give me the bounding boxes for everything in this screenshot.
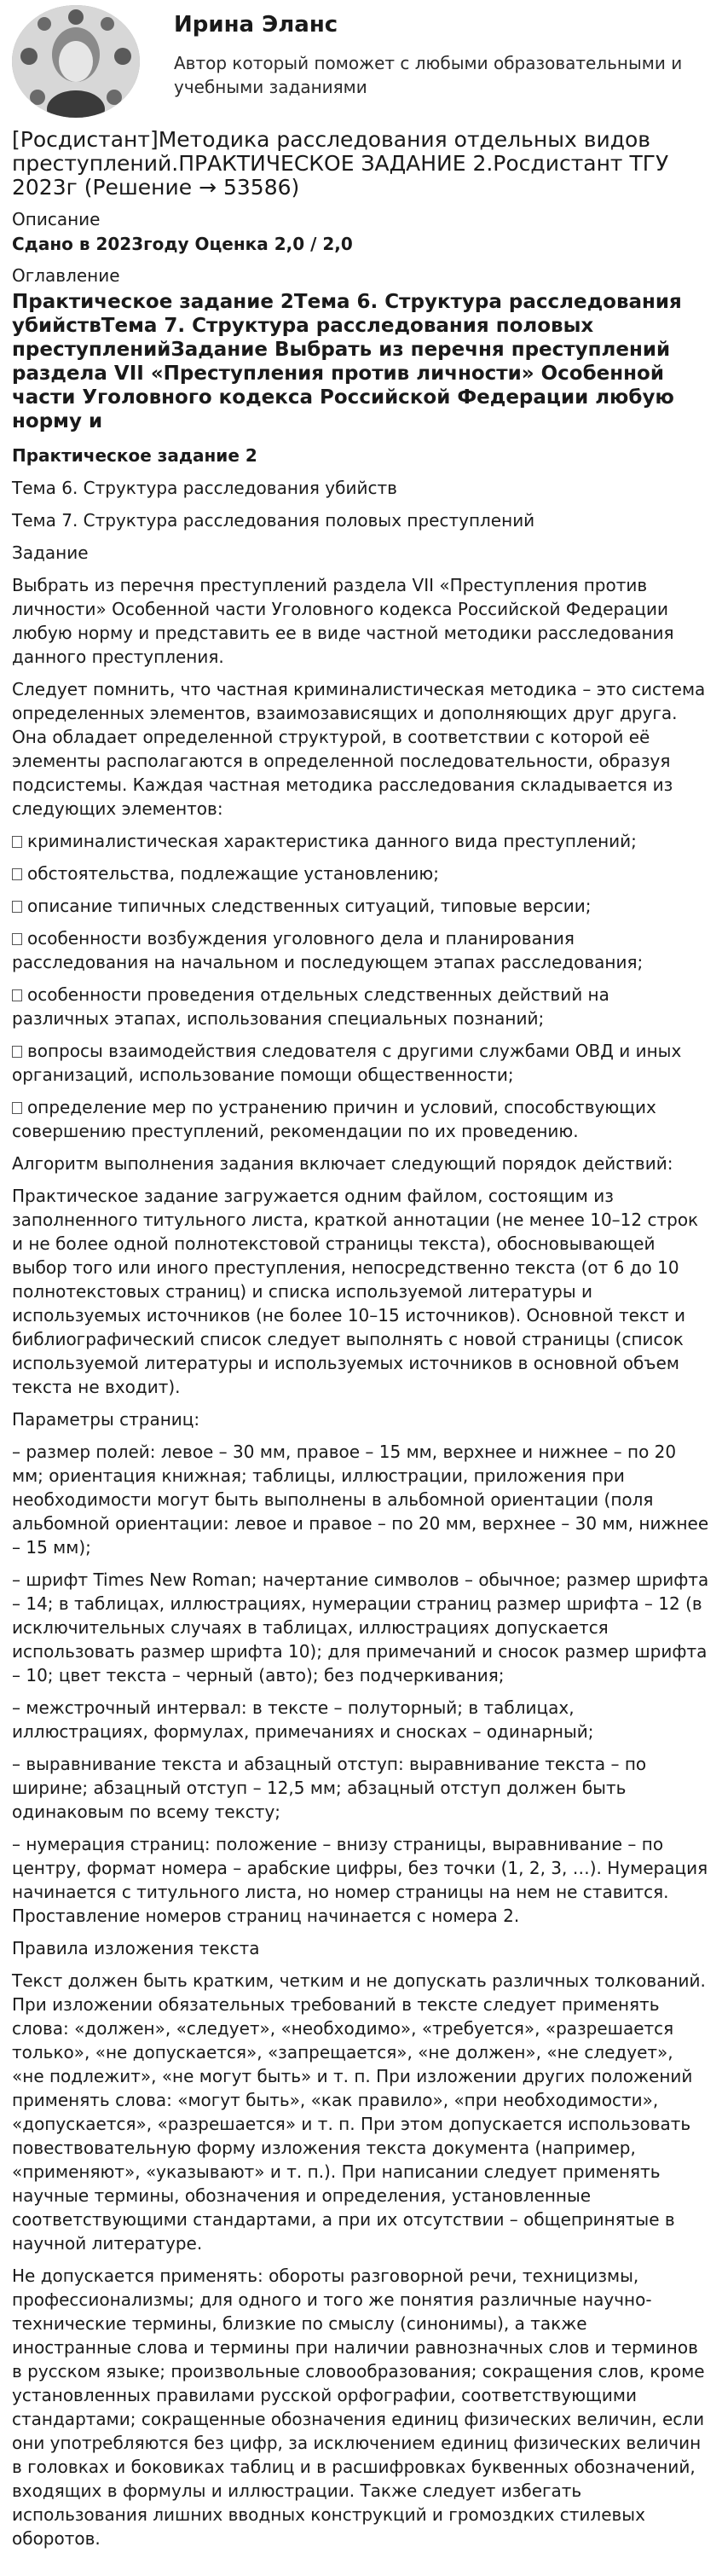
checkbox-glyph-icon: [12, 868, 22, 880]
list-item: [12, 894, 710, 918]
rules-label: Правила изложения текста: [12, 1938, 260, 1958]
toc-label: Оглавление: [12, 265, 120, 286]
author-description: Автор который поможет с любыми образовательными и учебными заданиями: [174, 53, 683, 97]
grade-line: Сдано в 2023году Оценка 2,0 / 2,0: [12, 234, 353, 254]
author-info: [174, 5, 710, 99]
list-item-text: особенности возбуждения уголовного дела и планирования расследования на начальном и последующем этапах расследования;: [12, 928, 644, 972]
list-item-text: особенности проведения отдельных следственных действий на различных этапах, использования специальных познаний;: [12, 984, 609, 1029]
list-item: [12, 862, 710, 885]
param-item: – размер полей: левое – 30 мм, правое – 15 мм, верхнее и нижнее – по 20 мм; ориентация книжная; таблицы, иллюстрации, приложения при необходимости могут быть выполнены в альбомной ориентации (поля альбомной ориентации: левое и правое – по 20 мм, верхнее – 30 мм, нижнее – 15 мм);: [12, 1442, 709, 1558]
algorithm-label: Алгоритм выполнения задания включает следующий порядок действий:: [12, 1153, 673, 1174]
list-item-text: криминалистическая характеристика данного вида преступлений;: [27, 831, 637, 851]
checkbox-glyph-icon: [12, 1046, 22, 1058]
description-label: Описание: [12, 209, 101, 229]
list-item-text: вопросы взаимодействия следователя с другими службами ОВД и иных организаций, использование помощи общественности;: [12, 1041, 682, 1085]
paragraph: Не допускается применять: обороты разговорной речи, техницизмы, профессионализмы; для одного и того же понятия различные научно-технические термины, близкие по смыслу (синонимы), а также иностранные слова и термины при наличии равнозначных слов и терминов в русском языке; произвольные словообразования; сокращения слов, кроме установленных правилами русской орфографии, соответствующими стандартами; сокращенные обозначения единиц физических величин, если они употребляются без цифр, за исключением единиц физических величин в головках и боковиках таблиц и в расшифровках буквенных обозначений, входящих в формулы и иллюстрации. Также следует избегать использования лишних вводных конструкций и громоздких стилевых оборотов.: [12, 2266, 705, 2549]
param-item: – выравнивание текста и абзацный отступ: выравнивание текста – по ширине; абзацный отступ – 12,5 мм; абзацный отступ должен быть одинаковым по всему тексту;: [12, 1754, 647, 1822]
checkbox-glyph-icon: [12, 933, 22, 945]
topic-7: Тема 7. Структура расследования половых преступлений: [12, 510, 535, 531]
topic-6: Тема 6. Структура расследования убийств: [12, 478, 397, 498]
list-item-text: определение мер по устранению причин и условий, способствующих совершению преступлений, рекомендации по их проведению.: [12, 1097, 656, 1141]
checkbox-glyph-icon: [12, 1102, 22, 1114]
checkbox-glyph-icon: [12, 836, 22, 848]
list-item: [12, 1095, 710, 1143]
document-title: [Росдистант]Методика расследования отдельных видов преступлений.ПРАКТИЧЕСКОЕ ЗАДАНИЕ 2.Росдистант ТГУ 2023г (Решение → 53586): [12, 127, 669, 200]
author-avatar[interactable]: [12, 5, 140, 118]
list-item: [12, 926, 710, 974]
task-label: Задание: [12, 542, 89, 563]
param-item: – нумерация страниц: положение – внизу страницы, выравнивание – по центру, формат номера – арабские цифры, без точки (1, 2, 3, …). Нумерация начинается с титульного листа, но номер страницы на нем не ставится. Проставление номеров страниц начинается с номера 2.: [12, 1834, 708, 1926]
list-item: [12, 1039, 710, 1087]
paragraph: Текст должен быть кратким, четким и не допускать различных толкований. При изложении обязательных требований в тексте следует применять слова: «должен», «следует», «необходимо», «требуется», «разрешается только», «не допускается», «запрещается», «не должен», «не следует», «не подлежит», «не могут быть» и т. п. При изложении других положений применять слова: «могут быть», «как правило», «при необходимости», «допускается», «разрешается» и т. п. При этом допускается использовать повествовательную форму изложения текста документа (например, «применяют», «указывают» и т. п.). При написании следует применять научные термины, обозначения и определения, установленные соответствующими стандартами, а при их отсутствии – общепринятые в научной литературе.: [12, 1970, 706, 2254]
checkbox-glyph-icon: [12, 901, 22, 913]
author-header: [12, 0, 710, 126]
param-item: – межстрочный интервал: в тексте – полуторный; в таблицах, иллюстрациях, формулах, примечаниях и сносках – одинарный;: [12, 1697, 594, 1742]
avatar-image: [12, 5, 140, 118]
list-item-text: описание типичных следственных ситуаций, типовые версии;: [27, 896, 592, 916]
list-item-text: обстоятельства, подлежащие установлению;: [27, 863, 439, 884]
params-label: Параметры страниц:: [12, 1409, 200, 1430]
paragraph: Выбрать из перечня преступлений раздела VII «Преступления против личности» Особенной части Уголовного кодекса Российской Федерации любую норму и представить ее в виде частной методики расследования данного преступления.: [12, 575, 674, 667]
subtitle: Практическое задание 2: [12, 445, 257, 466]
checkbox-glyph-icon: [12, 989, 22, 1001]
list-item: [12, 829, 710, 853]
author-name[interactable]: Ирина Эланс: [174, 12, 338, 38]
paragraph: Практическое задание загружается одним файлом, состоящим из заполненного титульного листа, краткой аннотации (не менее 10–12 строк и не более одной полнотекстовой страницы текста), обосновывающей выбор того или иного преступления, непосредственно текста (от 6 до 10 полнотекстовых страниц) и списка используемой литературы и используемых источников (не более 10–15 источников). Основной текст и библиографический список следует выполнять с новой страницы (список используемой литературы и используемых источников в основной объем текста не входит).: [12, 1186, 699, 1397]
param-item: – шрифт Times New Roman; начертание символов – обычное; размер шрифта – 14; в таблицах, иллюстрациях, нумерации страниц размер шрифта – 12 (в исключительных случаях в таблицах, иллюстрациях допускается использовать размер шрифта 10); для примечаний и сносок размер шрифта – 10; цвет текста – черный (авто); без подчеркивания;: [12, 1569, 709, 1685]
toc-heading: Практическое задание 2Тема 6. Структура расследования убийствТема 7. Структура расследования половых преступленийЗадание Выбрать из перечня преступлений раздела VII «Преступления против личности» Особенной части Уголовного кодекса Российской Федерации любую норму и: [12, 291, 682, 432]
list-item: [12, 983, 710, 1030]
paragraph: Следует помнить, что частная криминалистическая методика – это система определенных элементов, взаимозависящих и дополняющих друг друга. Она обладает определенной структурой, в соответствии с которой её элементы располагаются в определенной последовательности, образуя подсистемы. Каждая частная методика расследования складывается из следующих элементов:: [12, 679, 706, 819]
